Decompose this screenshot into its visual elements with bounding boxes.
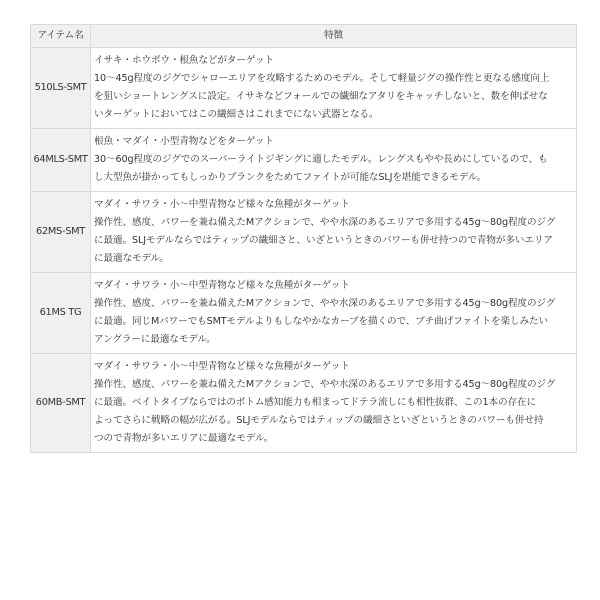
feature-line: マダイ・サワラ・小～中型青物など様々な魚種がターゲット [94,199,350,210]
item-feature [91,192,577,273]
item-name: 62MS-SMT [31,192,91,273]
header-item-name: アイテム名 [31,25,91,48]
feature-line: マダイ・サワラ・小～中型青物など様々な魚種がターゲット [94,361,350,372]
table-row [31,129,577,192]
feature-line: に最適なモデル。 [94,253,169,264]
table-row [31,273,577,354]
feature-line: イサキ・ホウボウ・根魚などがターゲット [94,55,274,66]
feature-line: アングラーに最適なモデル。 [94,334,216,345]
feature-line: マダイ・サワラ・小～中型青物など様々な魚種がターゲット [94,280,350,291]
header-feature: 特徴 [91,25,577,48]
item-name: 64MLS-SMT [31,129,91,192]
item-feature [91,354,577,453]
feature-line: を狙いショートレングスに設定。イサキなどフォールでの繊細なアタリをキャッチしないと、数を伸ばせな [94,91,548,102]
feature-line: 操作性、感度、パワーを兼ね備えたMアクションで、やや水深のあるエリアで多用する45g～80g程度のジグ [94,217,556,228]
table-row [31,48,577,129]
feature-line: よってさらに戦略の幅が広がる。SLJモデルならではティップの繊細さといざというときのパワーも併せ持 [94,415,544,426]
item-name: 61MS TG [31,273,91,354]
feature-line: 操作性、感度、パワーを兼ね備えたMアクションで、やや水深のあるエリアで多用する45g～80g程度のジグ [94,298,556,309]
item-feature [91,129,577,192]
item-name: 510LS-SMT [31,48,91,129]
feature-line: に最適。SLJモデルならではティップの繊細さと、いざというときのパワーも併せ持つので青物が多いエリア [94,235,553,246]
feature-line: に最適。ベイトタイプならではのボトム感知能力も相まってドテラ流しにも相性抜群、この1本の存在に [94,397,536,408]
feature-line: 根魚・マダイ・小型青物などをターゲット [94,136,274,147]
table-row [31,192,577,273]
item-name: 60MB-SMT [31,354,91,453]
feature-line: 操作性、感度、パワーを兼ね備えたMアクションで、やや水深のあるエリアで多用する45g～80g程度のジグ [94,379,556,390]
feature-line: つので青物が多いエリアに最適なモデル。 [94,433,274,444]
feature-line: 10～45g程度のジグでシャローエリアを攻略するためのモデル。そして軽量ジグの操作性と更なる感度向上 [94,73,550,84]
feature-line: し大型魚が掛かってもしっかりブランクをためてファイトが可能なSLJを堪能できるモデル。 [94,172,487,183]
item-feature [91,273,577,354]
header-row [31,25,577,48]
feature-line: いターゲットにおいてはこの繊細さはこれまでにない武器となる。 [94,109,379,120]
feature-line: に最適。同じMパワーでもSMTモデルよりもしなやかなカーブを描くので、ブチ曲げファイトを楽しみたい [94,316,548,327]
item-feature [91,48,577,129]
spec-table [30,24,577,453]
table-row [31,354,577,453]
feature-line: 30～60g程度のジグでのスーパーライトジギングに適したモデル。レングスもやや長めにしているので、も [94,154,548,165]
